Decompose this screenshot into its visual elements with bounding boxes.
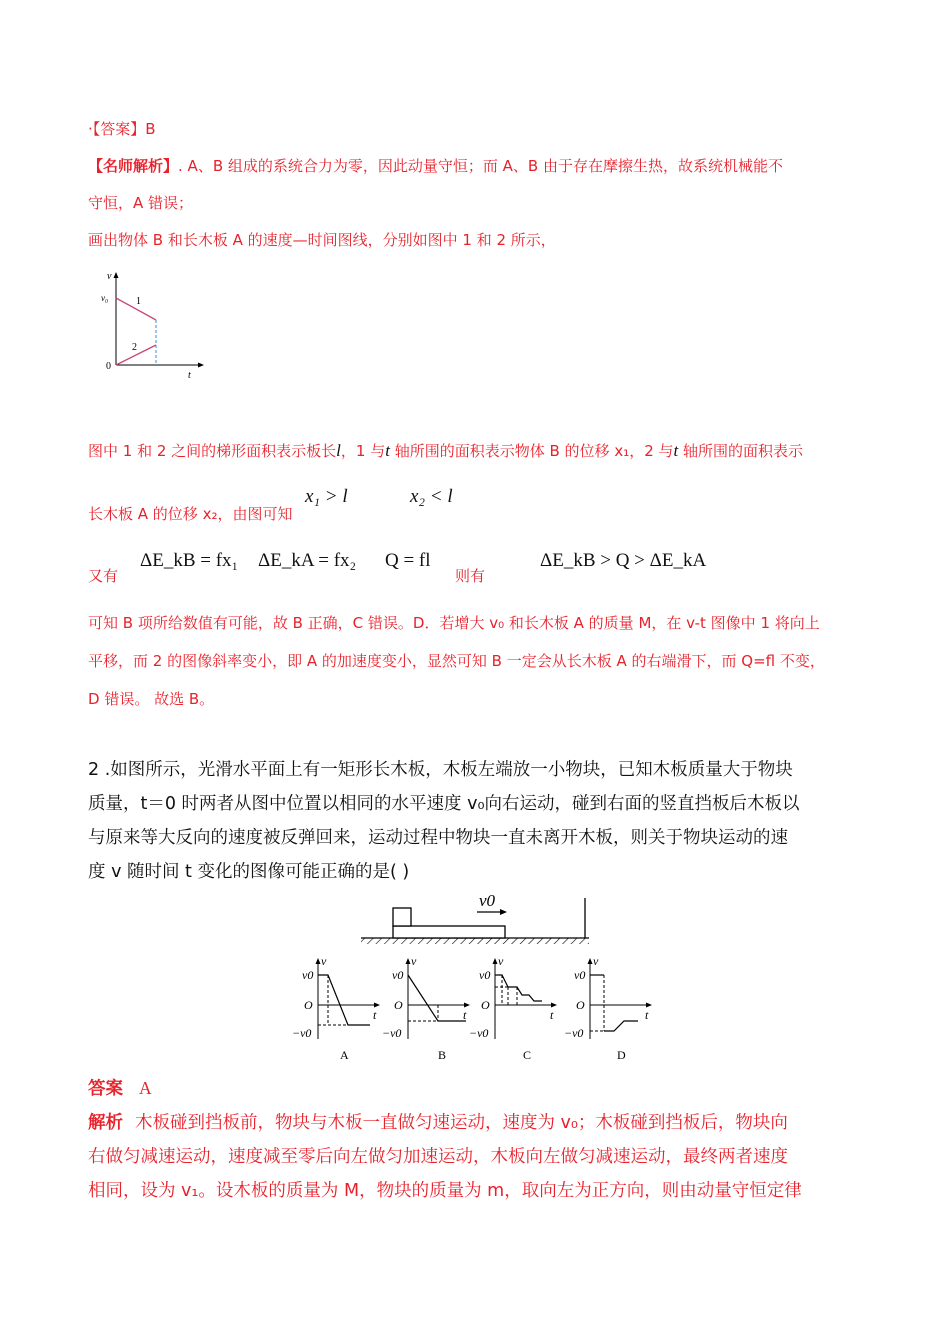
option-a-label: A bbox=[340, 1048, 349, 1062]
analysis1-line3: 画出物体 B 和长木板 A 的速度—时间图线，分别如图中 1 和 2 所示， bbox=[88, 231, 556, 249]
answer2-label: 答案 bbox=[88, 1079, 123, 1099]
velocity-label: v0 bbox=[479, 891, 496, 910]
graph-a-t: t bbox=[373, 1008, 377, 1022]
answer2-value: A bbox=[139, 1078, 152, 1098]
small-block bbox=[393, 908, 411, 926]
graph-b-v0: v0 bbox=[392, 968, 404, 982]
equation-ekb: ΔE_kB = fx₁ bbox=[140, 550, 239, 571]
para2-line2: 长木板 A 的位移 x₂，由图可知 bbox=[88, 505, 293, 523]
option-d-label: D bbox=[617, 1048, 626, 1062]
wooden-board bbox=[393, 926, 505, 938]
graph-c-t: t bbox=[550, 1008, 554, 1022]
graph-c-neg-v0: −v0 bbox=[469, 1026, 489, 1040]
para3-line2: 平移，而 2 的图像斜率变小，即 A 的加速度变小，显然可知 B 一定会从长木板 A 的右端滑下，而 Q=fl 不变， bbox=[88, 652, 825, 670]
velocity-arrowhead bbox=[500, 909, 507, 915]
answer2-analysis-line1 bbox=[88, 1109, 788, 1134]
graph-b-neg-v0: −v0 bbox=[382, 1026, 402, 1040]
youyou-label: 又有 bbox=[88, 567, 119, 585]
para2-l: l bbox=[336, 441, 341, 460]
answer2-analysis-line3: 相同，设为 v₁。设木板的质量为 M，物块的质量为 m，取向左为正方向，则由动量守恒定律 bbox=[88, 1181, 802, 1201]
graph-c-origin: O bbox=[481, 998, 490, 1012]
answer1-label: 【答案】B bbox=[92, 120, 156, 138]
zeyou-label: 则有 bbox=[455, 567, 486, 585]
q2-line3: 与原来等大反向的速度被反弹回来，运动过程中物块一直未离开木板，则关于物块运动的速 bbox=[88, 828, 788, 848]
equation-eka: ΔE_kA = fx₂ bbox=[258, 550, 357, 571]
q2-line1: 2 .如图所示，光滑水平面上有一矩形长木板，木板左端放一小物块，已知木板质量大于物块 bbox=[88, 760, 793, 780]
answer2-analysis-text1: 木板碰到挡板前，物块与木板一直做匀速运动，速度为 v₀；木板碰到挡板后，物块向 bbox=[135, 1113, 788, 1133]
analysis1-label: 【名师解析】 bbox=[88, 157, 179, 175]
graph1-line2-label: 2 bbox=[132, 342, 137, 353]
para2-t2: t bbox=[673, 441, 679, 460]
graph1-v-label: v bbox=[107, 271, 112, 282]
board-diagram bbox=[355, 888, 595, 950]
para3-line3: D 错误。 故选 B。 bbox=[88, 690, 215, 708]
graph1-v0-label: v₀ bbox=[101, 293, 109, 303]
option-graphs bbox=[288, 955, 658, 1067]
graph-d-origin: O bbox=[576, 998, 585, 1012]
answer2-analysis-label: 解析 bbox=[88, 1113, 123, 1133]
equation-q: Q = fl bbox=[385, 550, 431, 571]
answer1-prefix: · bbox=[88, 120, 93, 138]
inequality-1: x₁ > l bbox=[305, 486, 348, 507]
para2-text-a: 图中 1 和 2 之间的梯形面积表示板长 bbox=[88, 442, 337, 460]
graph-d-v: v bbox=[593, 955, 599, 968]
graph-a bbox=[292, 955, 380, 1062]
answer2-analysis-line2: 右做匀减速运动，速度减至零后向左做匀加速运动，木板向左做匀减速运动，最终两者速度 bbox=[88, 1147, 788, 1167]
graph-c-v0: v0 bbox=[479, 968, 491, 982]
graph-a-v: v bbox=[321, 955, 327, 968]
para2-text-d: 轴所围的面积表示 bbox=[678, 442, 804, 460]
q2-line4: 度 v 随时间 t 变化的图像可能正确的是( ) bbox=[88, 862, 410, 882]
graph-d-t: t bbox=[645, 1008, 649, 1022]
graph-d-v0: v0 bbox=[574, 968, 586, 982]
graph-d-neg-v0: −v0 bbox=[564, 1026, 584, 1040]
para2-line1 bbox=[88, 440, 803, 461]
inequality-2: x₂ < l bbox=[410, 486, 453, 507]
graph-a-v0: v0 bbox=[302, 968, 314, 982]
equation-compare: ΔE_kB > Q > ΔE_kA bbox=[540, 550, 707, 571]
graph-a-origin: O bbox=[304, 998, 313, 1012]
answer1-heading bbox=[88, 118, 156, 139]
analysis1-text1: . A、B 组成的系统合力为零，因此动量守恒；而 A、B 由于存在摩擦生热，故系统机械能不 bbox=[178, 157, 783, 175]
para3-line1: 可知 B 项所给数值有可能，故 B 正确，C 错误。D．若增大 v₀ 和长木板 A 的质量 M，在 v-t 图像中 1 将向上 bbox=[88, 614, 820, 632]
t-axis-arrow bbox=[198, 363, 204, 368]
graph-c bbox=[469, 955, 557, 1062]
q2-line2: 质量，t＝0 时两者从图中位置以相同的水平速度 v₀向右运动，碰到右面的竖直挡板后木板以 bbox=[88, 794, 800, 814]
graph-a-neg-v0: −v0 bbox=[292, 1026, 312, 1040]
graph1-t-label: t bbox=[188, 370, 191, 380]
para2-text-c: 轴所围的面积表示物体 B 的位移 x₁，2 与 bbox=[389, 442, 674, 460]
option-b-label: B bbox=[438, 1048, 447, 1062]
graph-b bbox=[382, 955, 470, 1062]
para2-text-b: ，1 与 bbox=[340, 442, 386, 460]
graph-c-v: v bbox=[498, 955, 504, 968]
answer2-line bbox=[88, 1075, 152, 1100]
ground-hatch bbox=[361, 938, 589, 944]
graph-b-origin: O bbox=[394, 998, 403, 1012]
analysis1-line1 bbox=[88, 155, 783, 176]
vt-graph-1 bbox=[98, 268, 208, 380]
graph-d bbox=[564, 955, 652, 1062]
graph1-zero-label: 0 bbox=[106, 361, 111, 372]
analysis1-line2: 守恒，A 错误； bbox=[88, 194, 194, 212]
graph-b-t: t bbox=[463, 1008, 467, 1022]
para2-t1: t bbox=[385, 441, 390, 460]
graph-b-v: v bbox=[411, 955, 417, 968]
graph1-line1-label: 1 bbox=[136, 296, 141, 307]
v-axis-arrow bbox=[114, 272, 119, 278]
option-c-label: C bbox=[523, 1048, 532, 1062]
